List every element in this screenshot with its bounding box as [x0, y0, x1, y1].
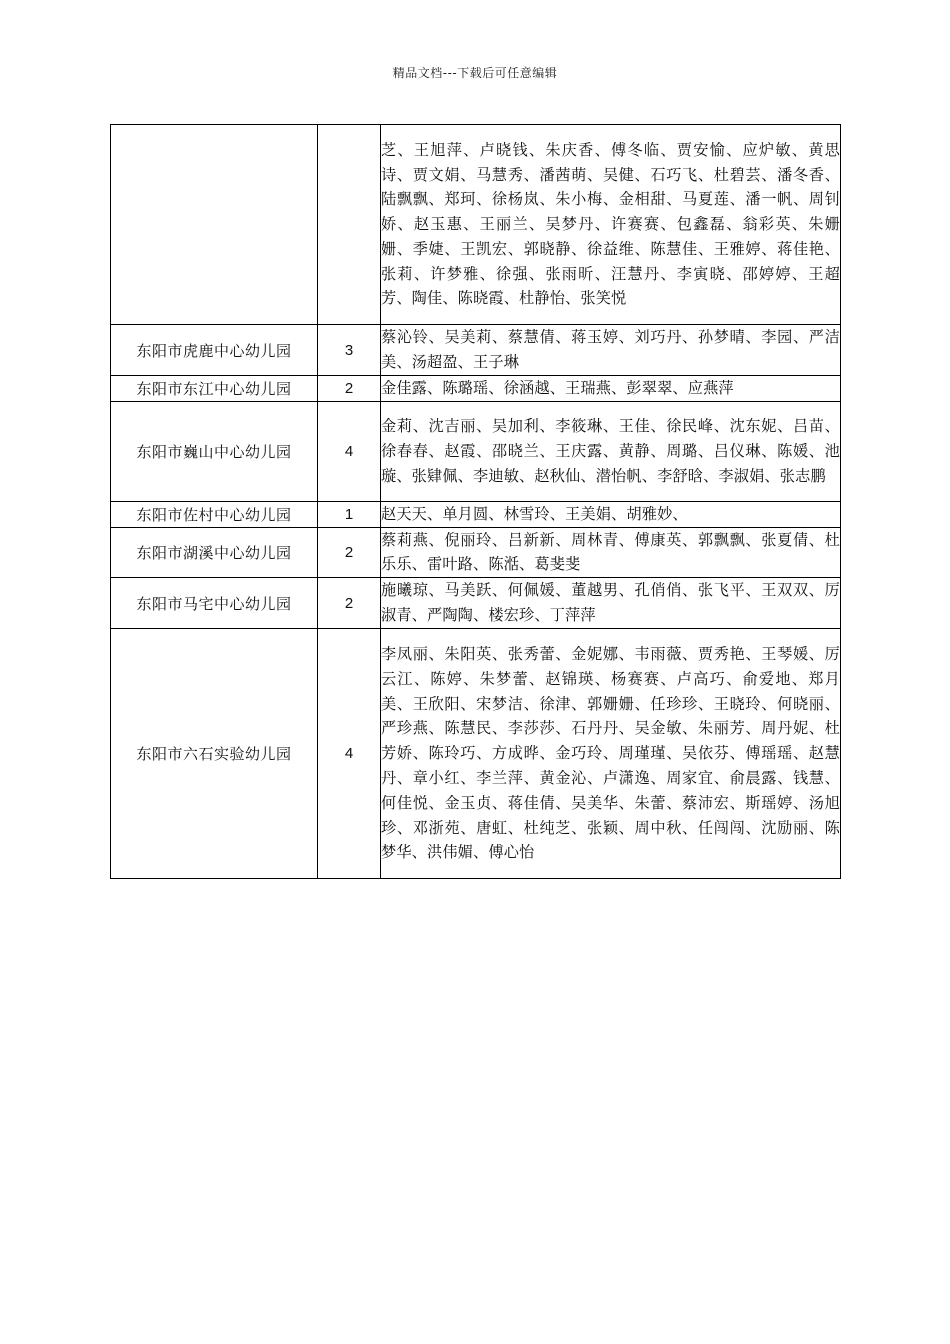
count-cell: 3 [318, 325, 381, 376]
school-name-cell [111, 125, 318, 325]
count-cell [318, 125, 381, 325]
names-cell: 赵天天、单月圆、林雪玲、王美娟、胡雅妙、 [381, 501, 841, 527]
count-cell: 4 [318, 629, 381, 879]
school-name-cell: 东阳市东江中心幼儿园 [111, 376, 318, 402]
names-cell: 李凤丽、朱阳英、张秀蕾、金妮娜、韦雨薇、贾秀艳、王琴媛、厉云江、陈婷、朱梦蕾、赵锦瑛、杨赛赛、卢高巧、俞爱地、郑月美、王欣阳、宋梦洁、徐津、郭姗姗、任珍珍、王晓玲、何晓丽、严珍燕、陈慧民、李莎莎、石丹丹、吴金敏、朱丽芳、周丹妮、杜芳娇、陈玲巧、方成晔、金巧玲、周瑾瑾、吴依芬、傅瑶瑶、赵慧丹、章小红、李兰萍、黄金沁、卢潇逸、周家宜、俞晨露、钱慧、何佳悦、金玉贞、蒋佳倩、吴美华、朱蕾、蔡沛宏、斯瑶婷、汤旭珍、邓浙苑、唐虹、杜纯芝、张颖、周中秋、任闯闯、沈励丽、陈梦华、洪伟媚、傅心怡 [381, 629, 841, 879]
names-cell: 金莉、沈吉丽、吴加利、李筱琳、王佳、徐民峰、沈东妮、吕苗、徐春春、赵霞、邵晓兰、王庆露、黄静、周璐、吕仪琳、陈媛、池璇、张肄佩、李迪敏、赵秋仙、潜怡帆、李舒晗、李淑娟、张志鹏 [381, 401, 841, 501]
count-cell: 2 [318, 578, 381, 629]
page-header: 精品文档---下载后可任意编辑 [392, 66, 558, 80]
school-name-cell: 东阳市巍山中心幼儿园 [111, 401, 318, 501]
school-name-cell: 东阳市湖溪中心幼儿园 [111, 527, 318, 578]
count-cell: 2 [318, 527, 381, 578]
table-row [111, 629, 841, 879]
table-row [111, 578, 841, 629]
school-name-cell: 东阳市佐村中心幼儿园 [111, 501, 318, 527]
school-name-cell: 东阳市六石实验幼儿园 [111, 629, 318, 879]
count-cell: 2 [318, 376, 381, 402]
table-row [111, 501, 841, 527]
table-row [111, 125, 841, 325]
names-cell: 金佳露、陈璐瑶、徐涵越、王瑞燕、彭翠翠、应燕萍 [381, 376, 841, 402]
table-row [111, 325, 841, 376]
school-name-cell: 东阳市马宅中心幼儿园 [111, 578, 318, 629]
table-row [111, 376, 841, 402]
names-cell: 蔡莉燕、倪丽玲、吕新新、周林青、傅康英、郭飘飘、张夏倩、杜乐乐、雷叶路、陈湉、葛斐斐 [381, 527, 841, 578]
table-row [111, 401, 841, 501]
count-cell: 4 [318, 401, 381, 501]
names-cell: 施曦琼、马美跃、何佩媛、董越男、孔俏俏、张飞平、王双双、厉淑青、严陶陶、楼宏珍、丁萍萍 [381, 578, 841, 629]
count-cell: 1 [318, 501, 381, 527]
roster-table [110, 124, 841, 879]
school-name-cell: 东阳市虎鹿中心幼儿园 [111, 325, 318, 376]
table-row [111, 527, 841, 578]
names-cell: 芝、王旭萍、卢晓钱、朱庆香、傅冬临、贾安愉、应炉敏、黄思诗、贾文娟、马慧秀、潘茜萌、吴健、石巧飞、杜碧芸、潘冬香、陆飘飘、郑珂、徐杨岚、朱小梅、金相甜、马夏莲、潘一帆、周钊娇、赵玉惠、王丽兰、吴梦丹、许赛赛、包鑫磊、翁彩英、朱姗姗、季婕、王凯宏、郭晓静、徐益维、陈慧佳、王雅婷、蒋佳艳、张莉、许梦雅、徐强、张雨昕、汪慧丹、李寅晓、邵婷婷、王超芳、陶佳、陈晓霞、杜静怡、张笑悦 [381, 125, 841, 325]
names-cell: 蔡沁铃、吴美莉、蔡慧倩、蒋玉婷、刘巧丹、孙梦晴、李园、严洁美、汤超盈、王子琳 [381, 325, 841, 376]
